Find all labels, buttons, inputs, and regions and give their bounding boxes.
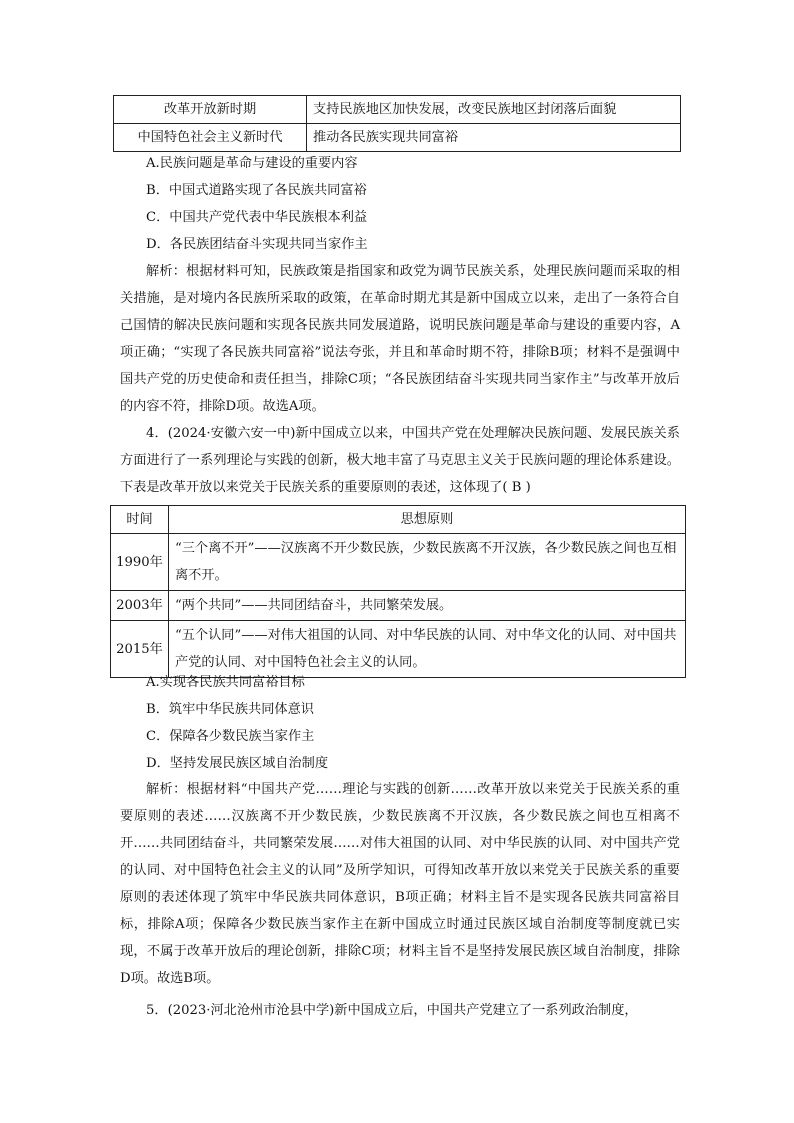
- table-row: [114, 96, 681, 124]
- q4-option-a: A.实现各民族共同富裕目标: [146, 675, 305, 690]
- q3-analysis: 解析：根据材料可知，民族政策是指国家和政党为调节民族关系，处理民族问题而采取的相关措施，是对境内各民族所采取的政策，在革命时期尤其是新中国成立以来，走出了一条符合自己国情的解决民族问题和实现各民族共同发展道路，说明民族问题是革命与建设的重要内容，A项正确；“实现了各民族共同富裕”说法夸张，并且和革命时期不符，排除B项；材料不是强调中国共产党的历史使命和责任担当，排除C项；“各民族团结奋斗实现共同当家作主”与改革开放后的内容不符，排除D项。故选A项。: [120, 264, 680, 414]
- table-row: [114, 124, 681, 152]
- q3-option-c: C．中国共产党代表中华民族根本利益: [146, 210, 368, 225]
- table-header-row: [111, 506, 686, 534]
- q4-option-b: B．筑牢中华民族共同体意识: [146, 702, 314, 717]
- header-time: 时间: [111, 506, 169, 534]
- q3-option-b: B．中国式道路实现了各民族共同富裕: [146, 183, 367, 198]
- table-cell-year: 2003年: [111, 591, 169, 621]
- principles-table: [110, 505, 686, 678]
- q3-option-d: D．各民族团结奋斗实现共同当家作主: [146, 237, 368, 252]
- table-cell-policy: 支持民族地区加快发展，改变民族地区封闭落后面貌: [307, 96, 681, 124]
- q5-stem: 5．(2023·河北沧州市沧县中学)新中国成立后，中国共产党建立了一系列政治制度，: [146, 1003, 638, 1018]
- q4-analysis: 解析：根据材料“中国共产党……理论与实践的创新……改革开放以来党关于民族关系的重要原则的表述……汉族离不开少数民族，少数民族离不开汉族，各少数民族之间也互相离不开……共同团结奋斗，共同繁荣发展……对伟大祖国的认同、对中华民族的认同、对中国共产党的认同、对中国特色社会主义的认同”及所学知识，可得知改革开放以来党关于民族关系的重要原则的表述体现了筑牢中华民族共同体意识，B项正确；材料主旨不是实现各民族共同富裕目标，排除A项；保障各少数民族当家作主在新中国成立时通过民族区域自治制度等制度就已实现，不属于改革开放后的理论创新，排除C项；材料主旨不是坚持发展民族区域自治制度，排除D项。故选B项。: [120, 782, 680, 986]
- q4-stem: 4．(2024·安徽六安一中)新中国成立以来，中国共产党在处理解决民族问题、发展民族关系方面进行了一系列理论与实践的创新，极大地丰富了马克思主义关于民族问题的理论体系建设。下表是改革开放以来党关于民族关系的重要原则的表述，这体现了( B ): [120, 426, 680, 495]
- table-cell-period: 中国特色社会主义新时代: [114, 124, 307, 152]
- table-cell-year: 2015年: [111, 621, 169, 678]
- table-row: [111, 591, 686, 621]
- table-cell-principle: “三个离不开”——汉族离不开少数民族，少数民族离不开汉族，各少数民族之间也互相离不开。: [169, 534, 686, 591]
- table-cell-year: 1990年: [111, 534, 169, 591]
- table-cell-period: 改革开放新时期: [114, 96, 307, 124]
- q3-option-a: A.民族问题是革命与建设的重要内容: [146, 156, 358, 171]
- table-row: [111, 534, 686, 591]
- table-cell-principle: “两个共同”——共同团结奋斗，共同繁荣发展。: [169, 591, 686, 621]
- table-cell-principle: “五个认同”——对伟大祖国的认同、对中华民族的认同、对中华文化的认同、对中国共产党的认同、对中国特色社会主义的认同。: [169, 621, 686, 678]
- table-row: [111, 621, 686, 678]
- policy-table: [113, 95, 681, 152]
- table-cell-policy: 推动各民族实现共同富裕: [307, 124, 681, 152]
- header-principle: 思想原则: [169, 506, 686, 534]
- q4-option-d: D．坚持发展民族区域自治制度: [146, 756, 329, 771]
- q4-option-c: C．保障各少数民族当家作主: [146, 729, 315, 744]
